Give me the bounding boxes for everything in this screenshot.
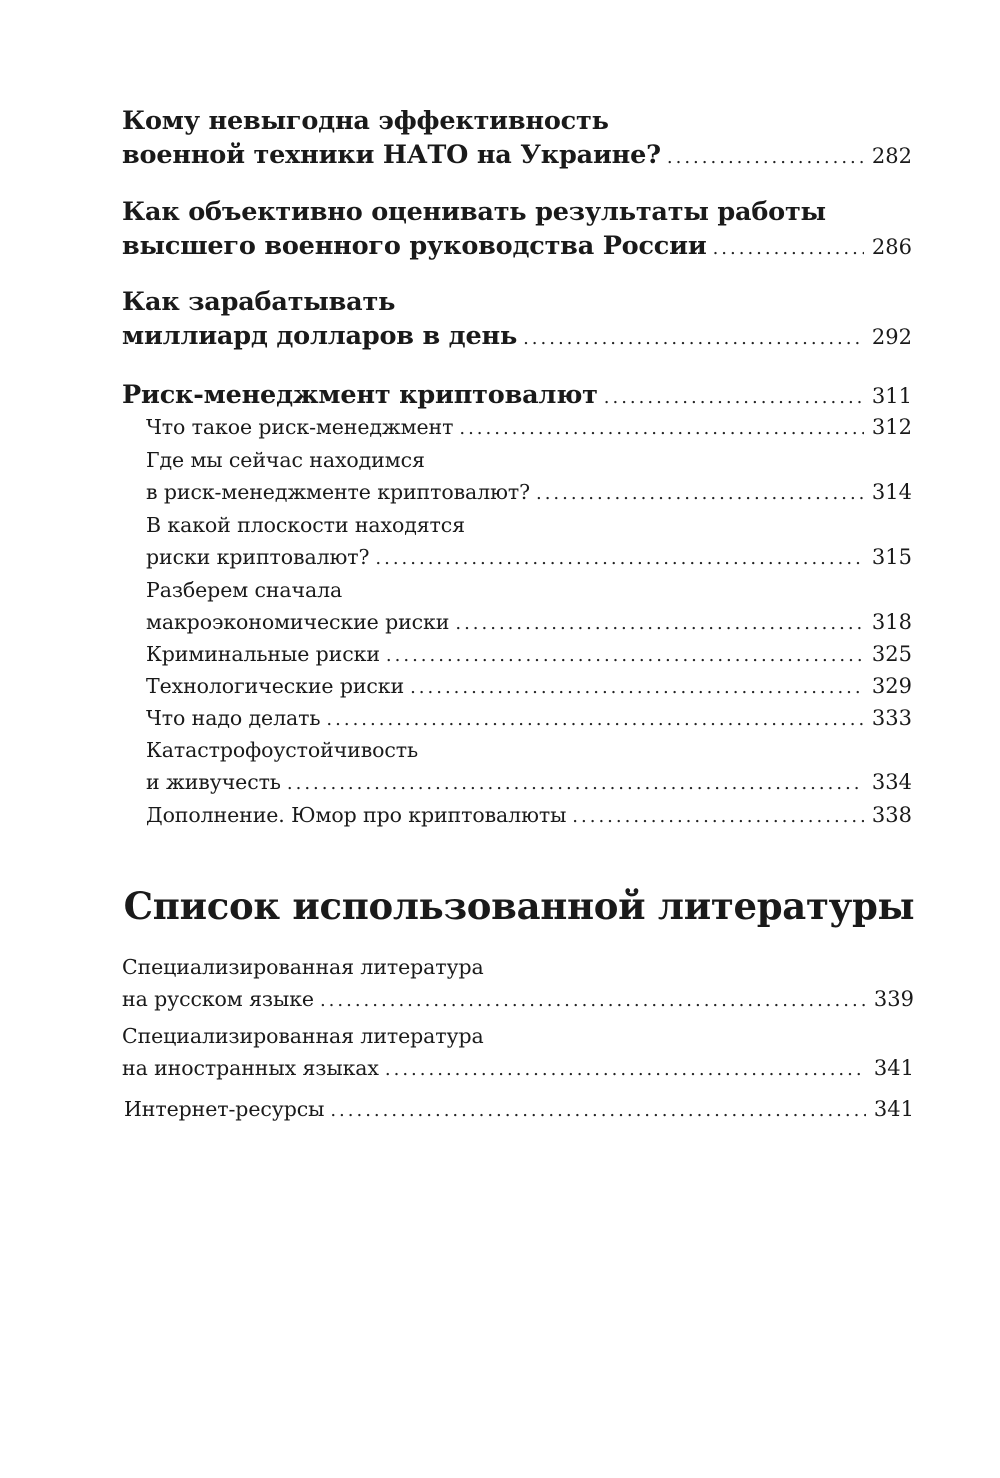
toc-reference-title: на русском языке <box>122 987 314 1011</box>
page-number: 282 <box>871 144 912 168</box>
toc-reference-row[interactable] <box>124 1097 914 1121</box>
toc-chapter-title-line: Как зарабатывать <box>122 287 396 317</box>
references-heading-text: Список использованной литературы <box>123 884 915 928</box>
page-number: 318 <box>871 610 912 634</box>
toc-subsection-title: и живучесть <box>146 770 281 794</box>
toc-reference-row[interactable] <box>122 1056 914 1080</box>
toc-subsection-row[interactable] <box>146 803 912 827</box>
toc-chapter-title: миллиард долларов в день <box>122 321 518 351</box>
toc-chapter-row[interactable] <box>122 380 912 410</box>
toc-subsection-row[interactable] <box>146 545 912 569</box>
toc-subsection-title-line: Разберем сначала <box>146 578 343 602</box>
page-number: 341 <box>873 1097 914 1121</box>
toc-subsection-title: макроэкономические риски <box>146 610 450 634</box>
toc-subsection-title-line: Катастрофоустойчивость <box>146 738 419 762</box>
page-number: 339 <box>873 987 914 1011</box>
page-number: 312 <box>871 415 912 439</box>
page-number: 334 <box>871 770 912 794</box>
toc-subsection-row[interactable] <box>146 642 912 666</box>
toc-subsection-row[interactable] <box>146 674 912 698</box>
toc-chapter-title-line: Как объективно оценивать результаты работы <box>122 197 826 227</box>
toc-subsection-title: риски криптовалют? <box>146 545 370 569</box>
toc-subsection-row[interactable] <box>146 706 912 730</box>
page-number: 329 <box>871 674 912 698</box>
dot-leader <box>287 773 864 794</box>
toc-subsection-row[interactable] <box>146 480 912 504</box>
toc-subsection-row[interactable] <box>146 610 912 634</box>
page-number: 314 <box>871 480 912 504</box>
page-number: 292 <box>871 325 912 349</box>
page-number: 311 <box>871 384 912 408</box>
toc-subsection-title: Что такое риск-менеджмент <box>146 415 454 439</box>
toc-subsection-title-line: Где мы сейчас находимся <box>146 448 425 472</box>
page-number: 315 <box>871 545 912 569</box>
dot-leader <box>455 613 864 634</box>
dot-leader <box>326 709 863 730</box>
page-number: 341 <box>873 1056 914 1080</box>
dot-leader <box>604 387 864 408</box>
toc-subsection-title-line: В какой плоскости находятся <box>146 513 466 537</box>
dot-leader <box>330 1100 866 1121</box>
dot-leader <box>459 418 864 439</box>
dot-leader <box>667 147 864 168</box>
page-number: 338 <box>871 803 912 827</box>
page-number: 333 <box>871 706 912 730</box>
dot-leader <box>385 1059 866 1080</box>
toc-chapter-title-line: Кому невыгодна эффективность <box>122 106 609 136</box>
dot-leader <box>410 677 864 698</box>
dot-leader <box>375 548 864 569</box>
toc-subsection-title: Дополнение. Юмор про криптовалюты <box>146 803 567 827</box>
toc-subsection-row[interactable] <box>146 415 912 439</box>
toc-subsection-title: Что надо делать <box>146 706 321 730</box>
dot-leader <box>572 806 864 827</box>
dot-leader <box>713 238 864 259</box>
toc-chapter-title: Риск-менеджмент криптовалют <box>122 380 598 410</box>
page-number: 286 <box>871 235 912 259</box>
toc-subsection-title: Криминальные риски <box>146 642 380 666</box>
references-heading <box>0 884 1000 928</box>
toc-reference-title-line: Специализированная литература <box>122 1024 484 1048</box>
toc-subsection-title: Технологические риски <box>146 674 405 698</box>
dot-leader <box>536 483 864 504</box>
toc-reference-title-line: Специализированная литература <box>122 955 484 979</box>
toc-chapter-row[interactable] <box>122 140 912 170</box>
toc-subsection-title: в риск-менеджменте криптовалют? <box>146 480 530 504</box>
toc-chapter-row[interactable] <box>122 321 912 351</box>
toc-chapter-title: военной техники НАТО на Украине? <box>122 140 661 170</box>
dot-leader <box>320 990 866 1011</box>
toc-reference-title: на иностранных языках <box>122 1056 379 1080</box>
toc-subsection-row[interactable] <box>146 770 912 794</box>
dot-leader <box>523 328 864 349</box>
toc-chapter-title: высшего военного руководства России <box>122 231 707 261</box>
dot-leader <box>386 645 864 666</box>
toc-chapter-row[interactable] <box>122 231 912 261</box>
toc-reference-title: Интернет-ресурсы <box>124 1097 325 1121</box>
page-number: 325 <box>871 642 912 666</box>
toc-reference-row[interactable] <box>122 987 914 1011</box>
